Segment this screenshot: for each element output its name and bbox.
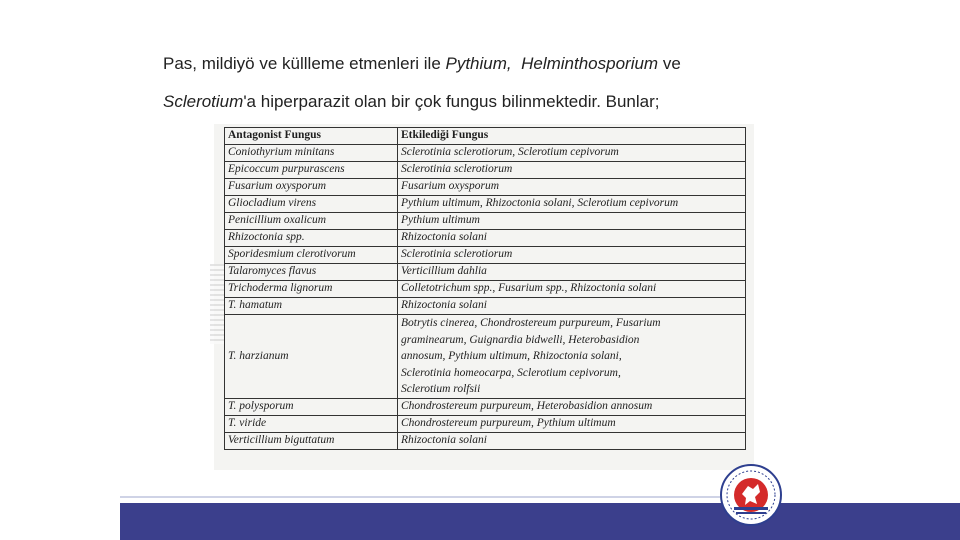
university-logo-icon [720, 464, 782, 526]
antagonist-cell: T. viride [225, 415, 398, 432]
scanned-table-image [214, 124, 754, 470]
affected-line: Sclerotium rolfsii [401, 383, 481, 395]
antagonist-cell: Verticillium biguttatum [225, 432, 398, 449]
affected-line: Sclerotinia homeocarpa, Sclerotium cepivorum, [401, 366, 621, 379]
table-row [225, 415, 746, 432]
affected-cell: Chondrostereum purpureum, Pythium ultimum [398, 415, 746, 432]
affected-cell: Rhizoctonia solani [398, 230, 746, 247]
antagonist-cell: Epicoccum purpurascens [225, 162, 398, 179]
header-antagonist: Antagonist Fungus [225, 128, 398, 145]
affected-cell-multiline [398, 315, 746, 399]
table-header-row [225, 128, 746, 145]
affected-cell: Pythium ultimum, Rhizoctonia solani, Sclerotium cepivorum [398, 196, 746, 213]
affected-line: graminearum, Guignardia bidwelli, Heterobasidion [401, 333, 640, 346]
header-affected: Etkilediği Fungus [398, 128, 746, 145]
antagonist-cell: Fusarium oxysporum [225, 179, 398, 196]
affected-cell: Sclerotinia sclerotiorum [398, 162, 746, 179]
intro-line-2: Sclerotium'a hiperparazit olan bir çok fungus bilinmektedir. Bunlar; [163, 92, 660, 111]
antagonist-cell: Talaromyces flavus [225, 264, 398, 281]
table-row [225, 398, 746, 415]
affected-cell: Colletotrichum spp., Fusarium spp., Rhizoctonia solani [398, 281, 746, 298]
antagonist-cell: T. harzianum [225, 315, 398, 399]
affected-line: Botrytis cinerea, Chondrostereum purpureum, Fusarium [401, 317, 661, 329]
antagonist-cell: Gliocladium virens [225, 196, 398, 213]
antagonist-cell: Coniothyrium minitans [225, 145, 398, 162]
table-row [225, 298, 746, 315]
affected-cell: Fusarium oxysporum [398, 179, 746, 196]
intro-line-1: Pas, mildiyö ve küllleme etmenleri ile Pythium, Helminthosporium ve [163, 54, 681, 73]
scan-artifact [210, 264, 224, 344]
affected-cell: Pythium ultimum [398, 213, 746, 230]
table-row-harzianum [225, 315, 746, 399]
table-row [225, 162, 746, 179]
affected-cell: Rhizoctonia solani [398, 432, 746, 449]
table-row [225, 247, 746, 264]
antagonist-cell: Sporidesmium clerotivorum [225, 247, 398, 264]
affected-cell: Rhizoctonia solani [398, 298, 746, 315]
table-row [225, 179, 746, 196]
table-row [225, 213, 746, 230]
footer-band [120, 503, 960, 540]
table-row [225, 264, 746, 281]
affected-line: annosum, Pythium ultimum, Rhizoctonia solani, [401, 350, 622, 362]
table-row [225, 145, 746, 162]
table-row [225, 196, 746, 213]
table-row [225, 230, 746, 247]
affected-cell: Chondrostereum purpureum, Heterobasidion annosum [398, 398, 746, 415]
footer-divider [120, 496, 720, 498]
table-row [225, 432, 746, 449]
antagonist-cell: T. hamatum [225, 298, 398, 315]
antagonist-cell: T. polysporum [225, 398, 398, 415]
antagonist-cell: Penicillium oxalicum [225, 213, 398, 230]
antagonist-cell: Trichoderma lignorum [225, 281, 398, 298]
affected-cell: Verticillium dahlia [398, 264, 746, 281]
antagonist-cell: Rhizoctonia spp. [225, 230, 398, 247]
affected-cell: Sclerotinia sclerotiorum, Sclerotium cepivorum [398, 145, 746, 162]
affected-cell: Sclerotinia sclerotiorum [398, 247, 746, 264]
antagonist-table [224, 127, 746, 450]
table-row [225, 281, 746, 298]
